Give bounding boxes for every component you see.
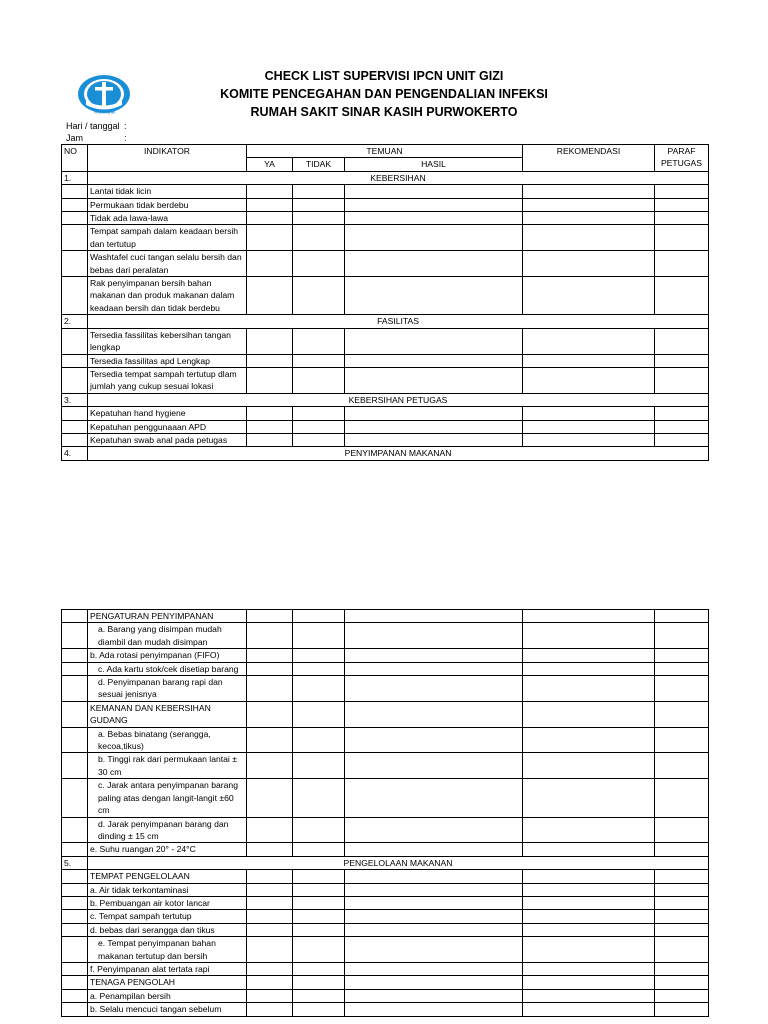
indicator-text: d. Jarak penyimpanan barang dan dinding ± 15 cm — [88, 817, 247, 843]
hasil-cell[interactable] — [345, 779, 523, 817]
tidak-cell[interactable] — [293, 251, 345, 277]
indicator-text: c. Ada kartu stok/cek disetiap barang — [88, 662, 247, 675]
tidak-cell[interactable] — [293, 185, 345, 198]
hasil-cell[interactable] — [345, 407, 523, 420]
indicator-text: c. Jarak antara penyimpanan barang paling atas dengan langit-langit ±60 cm — [88, 779, 247, 817]
paraf-cell[interactable] — [655, 883, 709, 896]
col-header-paraf-petugas: PARAF PETUGAS — [655, 145, 709, 172]
ya-cell[interactable] — [247, 883, 293, 896]
rekomendasi-cell[interactable] — [523, 843, 655, 856]
paraf-cell[interactable] — [655, 198, 709, 211]
paraf-cell[interactable] — [655, 727, 709, 753]
tidak-cell[interactable] — [293, 701, 345, 727]
tidak-cell[interactable] — [293, 883, 345, 896]
ya-cell[interactable] — [247, 727, 293, 753]
ya-cell[interactable] — [247, 623, 293, 649]
hasil-cell[interactable] — [345, 251, 523, 277]
table-row — [62, 676, 709, 702]
rekomendasi-cell[interactable] — [523, 727, 655, 753]
table-row — [62, 843, 709, 856]
tidak-cell[interactable] — [293, 277, 345, 315]
tidak-cell[interactable] — [293, 843, 345, 856]
paraf-cell[interactable] — [655, 1003, 709, 1016]
indicator-text: d. bebas dari serangga dan tikus — [88, 923, 247, 936]
rekomendasi-cell[interactable] — [523, 623, 655, 649]
indicator-text: Tidak ada lawa-lawa — [88, 212, 247, 225]
paraf-cell[interactable] — [655, 649, 709, 662]
tidak-cell[interactable] — [293, 433, 345, 446]
table-row — [62, 277, 709, 315]
tidak-cell[interactable] — [293, 727, 345, 753]
indicator-text: d. Penyimpanan barang rapi dan sesuai jenisnya — [88, 676, 247, 702]
col-header-tidak: TIDAK — [293, 158, 345, 171]
indicator-text: b. Selalu mencuci tangan sebelum — [88, 1003, 247, 1016]
rekomendasi-cell[interactable] — [523, 870, 655, 883]
table-row — [62, 328, 709, 354]
rekomendasi-cell[interactable] — [523, 328, 655, 354]
hasil-cell[interactable] — [345, 870, 523, 883]
ya-cell[interactable] — [247, 277, 293, 315]
header-row-1 — [62, 145, 709, 158]
rekomendasi-cell[interactable] — [523, 610, 655, 623]
hasil-cell[interactable] — [345, 989, 523, 1002]
rekomendasi-cell[interactable] — [523, 198, 655, 211]
rekomendasi-cell[interactable] — [523, 817, 655, 843]
yakkum-logo — [76, 74, 132, 116]
indicator-text: e. Suhu ruangan 20° - 24°C — [88, 843, 247, 856]
col-header-temuan: TEMUAN — [247, 145, 523, 158]
ya-cell[interactable] — [247, 420, 293, 433]
table-row — [62, 225, 709, 251]
hasil-cell[interactable] — [345, 212, 523, 225]
tidak-cell[interactable] — [293, 753, 345, 779]
paraf-cell[interactable] — [655, 896, 709, 909]
paraf-cell[interactable] — [655, 277, 709, 315]
tidak-cell[interactable] — [293, 198, 345, 211]
hasil-cell[interactable] — [345, 976, 523, 989]
ya-cell[interactable] — [247, 251, 293, 277]
table-row — [62, 433, 709, 446]
table-row — [62, 976, 709, 989]
ya-cell[interactable] — [247, 843, 293, 856]
ya-cell[interactable] — [247, 817, 293, 843]
paraf-cell[interactable] — [655, 407, 709, 420]
col-header-no: NO — [62, 145, 88, 172]
hasil-cell[interactable] — [345, 277, 523, 315]
section-number: 3. — [62, 393, 88, 406]
col-header-indikator: INDIKATOR — [88, 145, 247, 172]
paraf-cell[interactable] — [655, 185, 709, 198]
table-row — [62, 923, 709, 936]
hasil-cell[interactable] — [345, 727, 523, 753]
hari-tanggal-colon: : — [124, 121, 127, 131]
tidak-cell[interactable] — [293, 817, 345, 843]
tidak-cell[interactable] — [293, 962, 345, 975]
rekomendasi-cell[interactable] — [523, 989, 655, 1002]
table-row — [62, 623, 709, 649]
ya-cell[interactable] — [247, 962, 293, 975]
table-row — [62, 212, 709, 225]
ya-cell[interactable] — [247, 989, 293, 1002]
hasil-cell[interactable] — [345, 817, 523, 843]
hasil-cell[interactable] — [345, 937, 523, 963]
jam-field — [66, 132, 127, 144]
tidak-cell[interactable] — [293, 676, 345, 702]
rekomendasi-cell[interactable] — [523, 910, 655, 923]
ya-cell[interactable] — [247, 225, 293, 251]
table-row — [62, 662, 709, 675]
tidak-cell[interactable] — [293, 870, 345, 883]
indicator-text: Permukaan tidak berdebu — [88, 198, 247, 211]
indicator-text: Tersedia fassilitas kebersihan tangan lengkap — [88, 328, 247, 354]
hasil-cell[interactable] — [345, 623, 523, 649]
hasil-cell[interactable] — [345, 433, 523, 446]
subsection-heading: KEMANAN DAN KEBERSIHAN GUDANG — [88, 701, 247, 727]
rekomendasi-cell[interactable] — [523, 225, 655, 251]
indicator-text: c. Tempat sampah tertutup — [88, 910, 247, 923]
table-row — [62, 937, 709, 963]
rekomendasi-cell[interactable] — [523, 649, 655, 662]
rekomendasi-cell[interactable] — [523, 251, 655, 277]
table-row — [62, 701, 709, 727]
indicator-text: b. Tinggi rak dari permukaan lantai ± 30 cm — [88, 753, 247, 779]
hasil-cell[interactable] — [345, 676, 523, 702]
ya-cell[interactable] — [247, 185, 293, 198]
section-title: PENGELOLAAN MAKANAN — [88, 856, 709, 869]
ya-cell[interactable] — [247, 701, 293, 727]
hasil-cell[interactable] — [345, 923, 523, 936]
ya-cell[interactable] — [247, 896, 293, 909]
title-line-3: RUMAH SAKIT SINAR KASIH PURWOKERTO — [250, 105, 518, 119]
ya-cell[interactable] — [247, 779, 293, 817]
tidak-cell[interactable] — [293, 896, 345, 909]
tidak-cell[interactable] — [293, 910, 345, 923]
table-row — [62, 354, 709, 367]
tidak-cell[interactable] — [293, 623, 345, 649]
rekomendasi-cell[interactable] — [523, 701, 655, 727]
rekomendasi-cell[interactable] — [523, 277, 655, 315]
hasil-cell[interactable] — [345, 367, 523, 393]
jam-colon: : — [124, 133, 127, 143]
paraf-cell[interactable] — [655, 779, 709, 817]
paraf-cell[interactable] — [655, 937, 709, 963]
logo-text: YAKKUM — [93, 109, 115, 116]
rekomendasi-cell[interactable] — [523, 407, 655, 420]
hasil-cell[interactable] — [345, 883, 523, 896]
table-row — [62, 407, 709, 420]
table-row — [62, 420, 709, 433]
table-row — [62, 198, 709, 211]
checklist-table-page-2 — [61, 609, 709, 1017]
ya-cell[interactable] — [247, 649, 293, 662]
section-row — [62, 315, 709, 328]
paraf-cell[interactable] — [655, 817, 709, 843]
rekomendasi-cell[interactable] — [523, 1003, 655, 1016]
jam-label: Jam — [66, 133, 84, 143]
hasil-cell[interactable] — [345, 910, 523, 923]
indicator-text: Kepatuhan swab anal pada petugas — [88, 433, 247, 446]
rekomendasi-cell[interactable] — [523, 896, 655, 909]
table-row — [62, 962, 709, 975]
indicator-text: Rak penyimpanan bersih bahan makanan dan produk makanan dalam keadaan bersih dan tidak berdebu — [88, 277, 247, 315]
indicator-text: Kepatuhan penggunaaan APD — [88, 420, 247, 433]
title-line-2: KOMITE PENCEGAHAN DAN PENGENDALIAN INFEKSI — [220, 87, 548, 101]
paraf-cell[interactable] — [655, 843, 709, 856]
tidak-cell[interactable] — [293, 923, 345, 936]
hasil-cell[interactable] — [345, 328, 523, 354]
tidak-cell[interactable] — [293, 354, 345, 367]
paraf-cell[interactable] — [655, 623, 709, 649]
table-row — [62, 753, 709, 779]
ya-cell[interactable] — [247, 923, 293, 936]
hasil-cell[interactable] — [345, 649, 523, 662]
col-header-rekomendasi: REKOMENDASI — [523, 145, 655, 172]
section-title: KEBERSIHAN — [88, 171, 709, 184]
rekomendasi-cell[interactable] — [523, 962, 655, 975]
paraf-cell[interactable] — [655, 251, 709, 277]
rekomendasi-cell[interactable] — [523, 676, 655, 702]
paraf-cell[interactable] — [655, 225, 709, 251]
hasil-cell[interactable] — [345, 420, 523, 433]
hasil-cell[interactable] — [345, 962, 523, 975]
rekomendasi-cell[interactable] — [523, 354, 655, 367]
ya-cell[interactable] — [247, 367, 293, 393]
paraf-cell[interactable] — [655, 910, 709, 923]
ya-cell[interactable] — [247, 753, 293, 779]
paraf-cell[interactable] — [655, 328, 709, 354]
paraf-cell[interactable] — [655, 610, 709, 623]
paraf-cell[interactable] — [655, 212, 709, 225]
rekomendasi-cell[interactable] — [523, 367, 655, 393]
table-row — [62, 989, 709, 1002]
tidak-cell[interactable] — [293, 779, 345, 817]
table-row — [62, 649, 709, 662]
tidak-cell[interactable] — [293, 407, 345, 420]
tidak-cell[interactable] — [293, 989, 345, 1002]
rekomendasi-cell[interactable] — [523, 420, 655, 433]
table-row — [62, 910, 709, 923]
col-header-ya: YA — [247, 158, 293, 171]
paraf-cell[interactable] — [655, 870, 709, 883]
ya-cell[interactable] — [247, 676, 293, 702]
paraf-cell[interactable] — [655, 962, 709, 975]
paraf-cell[interactable] — [655, 354, 709, 367]
tidak-cell[interactable] — [293, 420, 345, 433]
indicator-text: Tersedia tempat sampah tertutup dlam jumlah yang cukup sesuai lokasi — [88, 367, 247, 393]
section-number: 4. — [62, 447, 88, 460]
tidak-cell[interactable] — [293, 367, 345, 393]
table-row — [62, 727, 709, 753]
hasil-cell[interactable] — [345, 198, 523, 211]
hasil-cell[interactable] — [345, 843, 523, 856]
ya-cell[interactable] — [247, 870, 293, 883]
ya-cell[interactable] — [247, 212, 293, 225]
tidak-cell[interactable] — [293, 649, 345, 662]
ya-cell[interactable] — [247, 937, 293, 963]
table-row — [62, 251, 709, 277]
table-row — [62, 367, 709, 393]
paraf-cell[interactable] — [655, 420, 709, 433]
tidak-cell[interactable] — [293, 225, 345, 251]
indicator-text: e. Tempat penyimpanan bahan makanan tertutup dan bersih — [88, 937, 247, 963]
rekomendasi-cell[interactable] — [523, 185, 655, 198]
indicator-text: b. Ada rotasi penyimpanan (FIFO) — [88, 649, 247, 662]
ya-cell[interactable] — [247, 198, 293, 211]
subsection-heading: TENAGA PENGOLAH — [88, 976, 247, 989]
indicator-text: a. Bebas binatang (serangga, kecoa,tikus) — [88, 727, 247, 753]
table-row — [62, 185, 709, 198]
tidak-cell[interactable] — [293, 328, 345, 354]
hasil-cell[interactable] — [345, 225, 523, 251]
table-row — [62, 610, 709, 623]
indicator-text: Lantai tidak licin — [88, 185, 247, 198]
section-number: 5. — [62, 856, 88, 869]
ya-cell[interactable] — [247, 610, 293, 623]
section-row — [62, 171, 709, 184]
ya-cell[interactable] — [247, 976, 293, 989]
section-number: 2. — [62, 315, 88, 328]
tidak-cell[interactable] — [293, 1003, 345, 1016]
section-row — [62, 856, 709, 869]
ya-cell[interactable] — [247, 407, 293, 420]
table-row — [62, 779, 709, 817]
indicator-text: f. Penyimpanan alat tertata rapi — [88, 962, 247, 975]
hasil-cell[interactable] — [345, 662, 523, 675]
paraf-cell[interactable] — [655, 989, 709, 1002]
subsection-heading: PENGATURAN PENYIMPANAN — [88, 610, 247, 623]
rekomendasi-cell[interactable] — [523, 923, 655, 936]
indicator-text: Tersedia fassilitas apd Lengkap — [88, 354, 247, 367]
tidak-cell[interactable] — [293, 610, 345, 623]
section-row — [62, 447, 709, 460]
paraf-cell[interactable] — [655, 923, 709, 936]
rekomendasi-cell[interactable] — [523, 937, 655, 963]
ya-cell[interactable] — [247, 433, 293, 446]
paraf-cell[interactable] — [655, 753, 709, 779]
rekomendasi-cell[interactable] — [523, 976, 655, 989]
table-row — [62, 1003, 709, 1016]
paraf-cell[interactable] — [655, 367, 709, 393]
hasil-cell[interactable] — [345, 701, 523, 727]
paraf-cell[interactable] — [655, 701, 709, 727]
tidak-cell[interactable] — [293, 937, 345, 963]
hasil-cell[interactable] — [345, 1003, 523, 1016]
hasil-cell[interactable] — [345, 896, 523, 909]
hari-tanggal-label: Hari / tanggal — [66, 121, 120, 131]
hari-tanggal-field — [66, 120, 127, 132]
col-header-hasil: HASIL — [345, 158, 523, 171]
rekomendasi-cell[interactable] — [523, 212, 655, 225]
indicator-text: b. Pembuangan air kotor lancar — [88, 896, 247, 909]
indicator-text: a. Penampilan bersih — [88, 989, 247, 1002]
rekomendasi-cell[interactable] — [523, 779, 655, 817]
rekomendasi-cell[interactable] — [523, 753, 655, 779]
table-row — [62, 817, 709, 843]
section-title: FASILITAS — [88, 315, 709, 328]
paraf-cell[interactable] — [655, 976, 709, 989]
paraf-cell[interactable] — [655, 676, 709, 702]
indicator-text: a. Air tidak terkontaminasi — [88, 883, 247, 896]
hasil-cell[interactable] — [345, 753, 523, 779]
ya-cell[interactable] — [247, 662, 293, 675]
section-row — [62, 393, 709, 406]
table-row — [62, 870, 709, 883]
title-line-1: CHECK LIST SUPERVISI IPCN UNIT GIZI — [264, 69, 504, 83]
hasil-cell[interactable] — [345, 610, 523, 623]
paraf-cell[interactable] — [655, 433, 709, 446]
ya-cell[interactable] — [247, 910, 293, 923]
tidak-cell[interactable] — [293, 662, 345, 675]
paraf-cell[interactable] — [655, 662, 709, 675]
subsection-heading: TEMPAT PENGELOLAAN — [88, 870, 247, 883]
rekomendasi-cell[interactable] — [523, 662, 655, 675]
table-row — [62, 896, 709, 909]
indicator-text: a. Barang yang disimpan mudah diambil dan mudah disimpan — [88, 623, 247, 649]
indicator-text: Tempat sampah dalam keadaan bersih dan tertutup — [88, 225, 247, 251]
ya-cell[interactable] — [247, 328, 293, 354]
section-title: KEBERSIHAN PETUGAS — [88, 393, 709, 406]
rekomendasi-cell[interactable] — [523, 433, 655, 446]
checklist-table-page-1 — [61, 144, 709, 461]
section-number: 1. — [62, 171, 88, 184]
hasil-cell[interactable] — [345, 185, 523, 198]
section-title: PENYIMPANAN MAKANAN — [88, 447, 709, 460]
tidak-cell[interactable] — [293, 212, 345, 225]
rekomendasi-cell[interactable] — [523, 883, 655, 896]
indicator-text: Kepatuhan hand hygiene — [88, 407, 247, 420]
tidak-cell[interactable] — [293, 976, 345, 989]
indicator-text: Washtafel cuci tangan selalu bersih dan bebas dari peralatan — [88, 251, 247, 277]
hasil-cell[interactable] — [345, 354, 523, 367]
table-row — [62, 883, 709, 896]
ya-cell[interactable] — [247, 354, 293, 367]
ya-cell[interactable] — [247, 1003, 293, 1016]
